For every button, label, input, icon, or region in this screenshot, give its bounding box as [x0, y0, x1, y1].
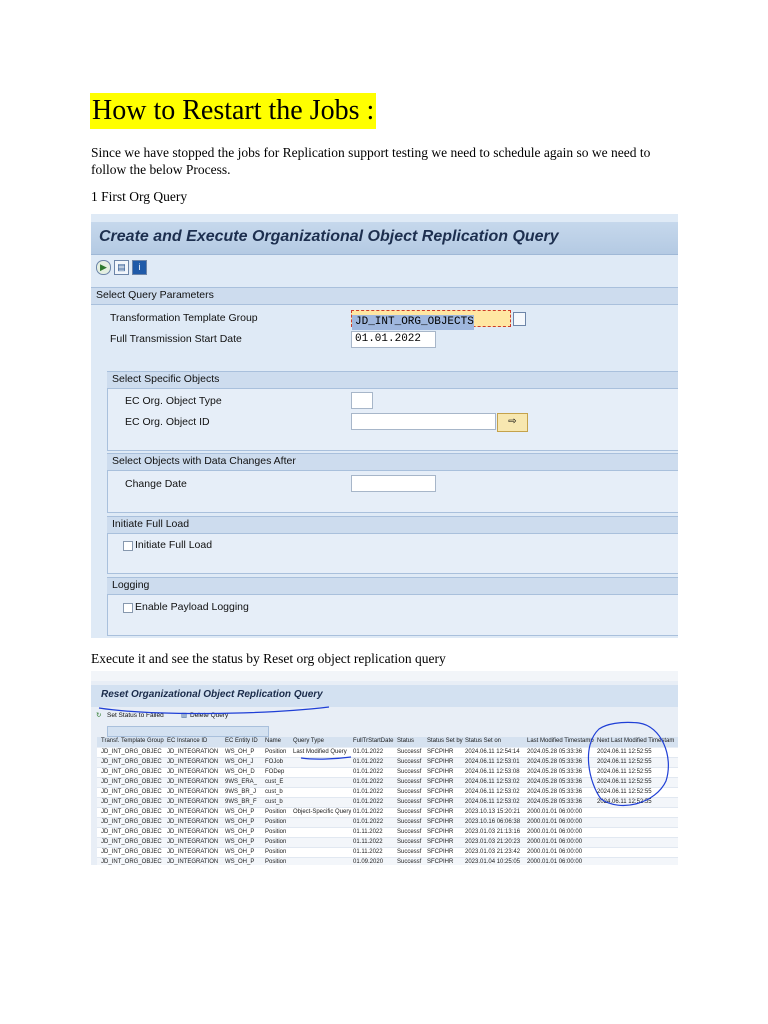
table-cell: JD_INTEGRATION	[167, 819, 219, 825]
info-icon[interactable]: i	[132, 260, 147, 275]
table-cell: cust_b	[265, 789, 283, 795]
table-cell: JD_INTEGRATION	[167, 779, 219, 785]
table-cell: 2024.06.11 12:54:14	[465, 749, 520, 755]
change-date-label: Change Date	[125, 478, 187, 490]
table-cell: JD_INTEGRATION	[167, 849, 219, 855]
table-cell: 2024.05.28 05:33:36	[527, 789, 583, 795]
set-status-failed-label: Set Status to Failed	[107, 712, 164, 719]
table-cell: SFCPIHR	[427, 859, 454, 865]
table-cell: 2023.01.03 21:20:23	[465, 839, 521, 845]
table-cell: JD_INT_ORG_OBJEC	[101, 749, 162, 755]
table-cell: Position	[265, 819, 287, 825]
column-header[interactable]: FullTrStartDate	[353, 738, 394, 744]
payload-logging-checkbox[interactable]	[123, 603, 133, 613]
column-header[interactable]: Query Type	[293, 738, 324, 744]
section-specific-objects	[107, 371, 678, 389]
table-cell: 2024.06.11 12:52:55	[597, 769, 652, 775]
table-cell: 2000.01.01 06:00:00	[527, 859, 583, 865]
document-title: How to Restart the Jobs :	[90, 93, 376, 129]
value-help-icon[interactable]	[513, 312, 526, 326]
table-cell: JD_INTEGRATION	[167, 829, 219, 835]
table-cell: 2024.06.11 12:53:02	[465, 789, 520, 795]
table-cell: 9WS_BR_F	[225, 799, 257, 805]
table-cell: Position	[265, 849, 287, 855]
section-full-load	[107, 516, 678, 534]
underline-query-type	[301, 757, 351, 759]
reset-query-screen	[91, 671, 678, 865]
column-header[interactable]: Name	[265, 738, 282, 744]
trash-icon: ▥	[181, 712, 188, 719]
table-cell: WS_OH_P	[225, 839, 255, 845]
table-cell: JD_INTEGRATION	[167, 749, 219, 755]
full-load-checkbox[interactable]	[123, 541, 133, 551]
screen-title-bar	[91, 222, 678, 255]
object-type-label: EC Org. Object Type	[125, 395, 222, 407]
table-cell: 01.01.2022	[353, 799, 384, 805]
table-cell: SFCPIHR	[427, 829, 454, 835]
table-cell: JD_INT_ORG_OBJEC	[101, 789, 162, 795]
table-cell: Position	[265, 749, 287, 755]
section-query-parameters	[91, 287, 678, 305]
object-id-input[interactable]	[351, 413, 496, 430]
object-type-input[interactable]	[351, 392, 373, 409]
table-cell: 2000.01.01 06:00:00	[527, 839, 583, 845]
table-cell: 01.11.2022	[353, 829, 383, 835]
step-1-label: 1 First Org Query	[91, 189, 188, 204]
table-cell: SFCPIHR	[427, 819, 454, 825]
table-cell: 2024.06.11 12:52:55	[597, 789, 652, 795]
table-cell: 2024.06.11 12:53:02	[465, 799, 520, 805]
table-cell: JD_INT_ORG_OBJEC	[101, 779, 162, 785]
table-cell: JD_INT_ORG_OBJEC	[101, 819, 162, 825]
ttg-label: Transformation Template Group	[110, 312, 258, 324]
column-header[interactable]: Status Set on	[465, 738, 502, 744]
table-cell: 01.01.2022	[353, 759, 384, 765]
table-cell: Successf	[397, 829, 422, 835]
table-cell: JD_INT_ORG_OBJEC	[101, 849, 162, 855]
table-cell: 2024.06.11 12:53:08	[465, 769, 520, 775]
column-header[interactable]: EC Entity ID	[225, 738, 258, 744]
table-cell: Successf	[397, 849, 422, 855]
column-header[interactable]: Next Last Modified Timestam	[597, 738, 675, 744]
table-cell: 2024.06.11 12:53:01	[465, 759, 520, 765]
table-cell: WS_OH_P	[225, 819, 255, 825]
table-cell: 01.01.2022	[353, 769, 384, 775]
screen-toolbar	[91, 255, 678, 281]
delete-query-label: Delete Query	[190, 712, 229, 719]
fts-label: Full Transmission Start Date	[110, 333, 242, 345]
table-cell: SFCPIHR	[427, 809, 454, 815]
underline-title	[99, 707, 329, 714]
table-cell: JD_INT_ORG_OBJEC	[101, 809, 162, 815]
table-cell: 2000.01.01 06:00:00	[527, 809, 583, 815]
table-cell: Successf	[397, 859, 422, 865]
table-cell: WS_OH_P	[225, 859, 255, 865]
table-cell: 2023.01.03 21:13:16	[465, 829, 521, 835]
circle-next-timestamp	[588, 722, 668, 805]
table-cell: 01.11.2022	[353, 849, 383, 855]
table-cell: SFCPIHR	[427, 769, 454, 775]
table-cell: JD_INT_ORG_OBJEC	[101, 799, 162, 805]
table-cell: SFCPIHR	[427, 779, 454, 785]
table-cell: 2024.06.11 12:53:02	[465, 779, 520, 785]
table-cell: 2024.05.28 05:33:36	[527, 779, 583, 785]
intro-line-2: follow the below Process.	[91, 162, 231, 177]
table-cell: SFCPIHR	[427, 749, 454, 755]
table-cell: JD_INT_ORG_OBJEC	[101, 829, 162, 835]
column-header[interactable]: EC Instance ID	[167, 738, 208, 744]
section-title: Initiate Full Load	[112, 518, 190, 530]
table-cell: Position	[265, 809, 287, 815]
table-cell: 01.09.2020	[353, 859, 384, 865]
table-cell: FODep	[265, 769, 285, 775]
table-cell: Position	[265, 829, 287, 835]
table-cell: SFCPIHR	[427, 849, 454, 855]
table-cell: WS_OH_P	[225, 849, 255, 855]
table-cell: JD_INTEGRATION	[167, 839, 219, 845]
table-cell: WS_OH_P	[225, 809, 255, 815]
column-header[interactable]: Status	[397, 738, 415, 744]
table-cell: SFCPIHR	[427, 799, 454, 805]
table-cell: 2000.01.01 06:00:00	[527, 849, 583, 855]
column-header[interactable]: Status Set by	[427, 738, 463, 744]
table-cell: 01.01.2022	[353, 809, 384, 815]
table-cell: Object-Specific Query	[293, 809, 351, 815]
table-cell: Successf	[397, 789, 422, 795]
table-cell: 2024.05.28 05:33:36	[527, 759, 583, 765]
multiple-selection-icon[interactable]: ⇨	[497, 413, 528, 432]
section-title: Logging	[112, 579, 150, 591]
execute-icon[interactable]: ▶	[96, 260, 111, 275]
table-cell: 2024.05.28 05:33:36	[527, 749, 583, 755]
table-cell: JD_INT_ORG_OBJEC	[101, 839, 162, 845]
table-cell: 9WS_BR_J	[225, 789, 257, 795]
table-cell: Successf	[397, 749, 422, 755]
table-cell: 2024.05.28 05:33:36	[527, 799, 583, 805]
table-cell: 2024.05.28 05:33:36	[527, 769, 583, 775]
table-cell: SFCPIHR	[427, 789, 454, 795]
screen-title: Create and Execute Organizational Object Replication Query	[99, 228, 559, 245]
table-cell: FOJob	[265, 759, 284, 765]
table-cell: 01.01.2022	[353, 779, 384, 785]
table-cell: JD_INT_ORG_OBJEC	[101, 759, 162, 765]
table-cell: 2024.06.11 12:52:55	[597, 779, 652, 785]
table-cell: 2023.10.13 15:20:21	[465, 809, 521, 815]
table-cell: 01.01.2022	[353, 749, 384, 755]
section-logging	[107, 577, 678, 595]
table-cell: WS_OH_J	[225, 759, 254, 765]
section-title: Select Objects with Data Changes After	[112, 455, 296, 467]
table-cell: 01.01.2022	[353, 789, 384, 795]
table-cell: JD_INT_ORG_OBJEC	[101, 769, 162, 775]
table-cell: Last Modified Query	[293, 749, 347, 755]
table-cell: 2000.01.01 06:00:00	[527, 829, 583, 835]
table-cell: Position	[265, 839, 287, 845]
table-cell: 2024.06.11 12:52:55	[597, 749, 652, 755]
full-load-label: Initiate Full Load	[135, 539, 213, 551]
table-cell: WS_OH_D	[225, 769, 255, 775]
table-cell: 01.01.2022	[353, 819, 384, 825]
table-cell: 2024.06.11 12:52:55	[597, 799, 652, 805]
section-data-changes	[107, 453, 678, 471]
section-title: Select Specific Objects	[112, 373, 220, 385]
table-cell: 9WS_ERA_	[225, 779, 258, 785]
table-cell: Successf	[397, 839, 422, 845]
section-title: Select Query Parameters	[96, 289, 214, 301]
table-cell: SFCPIHR	[427, 759, 454, 765]
table-cell: JD_INT_ORG_OBJEC	[101, 859, 162, 865]
table-cell: Successf	[397, 759, 422, 765]
fts-value: 01.01.2022	[355, 333, 422, 345]
object-id-label: EC Org. Object ID	[125, 416, 210, 428]
table-cell: WS_OH_P	[225, 829, 255, 835]
table-cell: JD_INTEGRATION	[167, 809, 219, 815]
change-date-input[interactable]	[351, 475, 436, 492]
table-cell: Successf	[397, 809, 422, 815]
table-cell: Successf	[397, 769, 422, 775]
table-cell: Position	[265, 859, 287, 865]
table-cell: Successf	[397, 779, 422, 785]
reset-title: Reset Organizational Object Replication Query	[101, 689, 323, 700]
table-cell: 2023.01.03 21:23:42	[465, 849, 521, 855]
table-cell: JD_INTEGRATION	[167, 789, 219, 795]
table-cell: 2000.01.01 06:00:00	[527, 819, 583, 825]
table-cell: 2023.10.16 06:06:38	[465, 819, 521, 825]
table-cell: SFCPIHR	[427, 839, 454, 845]
pen-annotations	[91, 671, 678, 865]
table-cell: 2024.06.11 12:52:55	[597, 759, 652, 765]
table-cell: cust_b	[265, 799, 283, 805]
table-cell: cust_E	[265, 779, 284, 785]
table-cell: Successf	[397, 799, 422, 805]
create-query-screen	[91, 214, 678, 638]
ttg-value: JD_INT_ORG_OBJECTS	[352, 315, 474, 330]
table-cell: JD_INTEGRATION	[167, 799, 219, 805]
table-cell: JD_INTEGRATION	[167, 769, 219, 775]
table-cell: 2023.01.04 10:25:05	[465, 859, 521, 865]
reset-status-icon: ↻	[96, 712, 102, 719]
table-cell: JD_INTEGRATION	[167, 759, 219, 765]
payload-logging-label: Enable Payload Logging	[135, 601, 249, 613]
ttg-input[interactable]	[351, 310, 511, 327]
column-header[interactable]: Last Modified Timestamp	[527, 738, 594, 744]
table-cell: WS_OH_P	[225, 749, 255, 755]
intro-line-1: Since we have stopped the jobs for Replication support testing we need to schedule again so we need to	[91, 145, 651, 160]
copy-variant-icon[interactable]: ▤	[114, 260, 129, 275]
column-header[interactable]: Transf. Template Group	[101, 738, 164, 744]
table-cell: 01.11.2022	[353, 839, 383, 845]
fts-input[interactable]	[351, 331, 436, 348]
step-2-label: Execute it and see the status by Reset org object replication query	[91, 651, 446, 666]
table-cell: Successf	[397, 819, 422, 825]
table-cell: JD_INTEGRATION	[167, 859, 219, 865]
